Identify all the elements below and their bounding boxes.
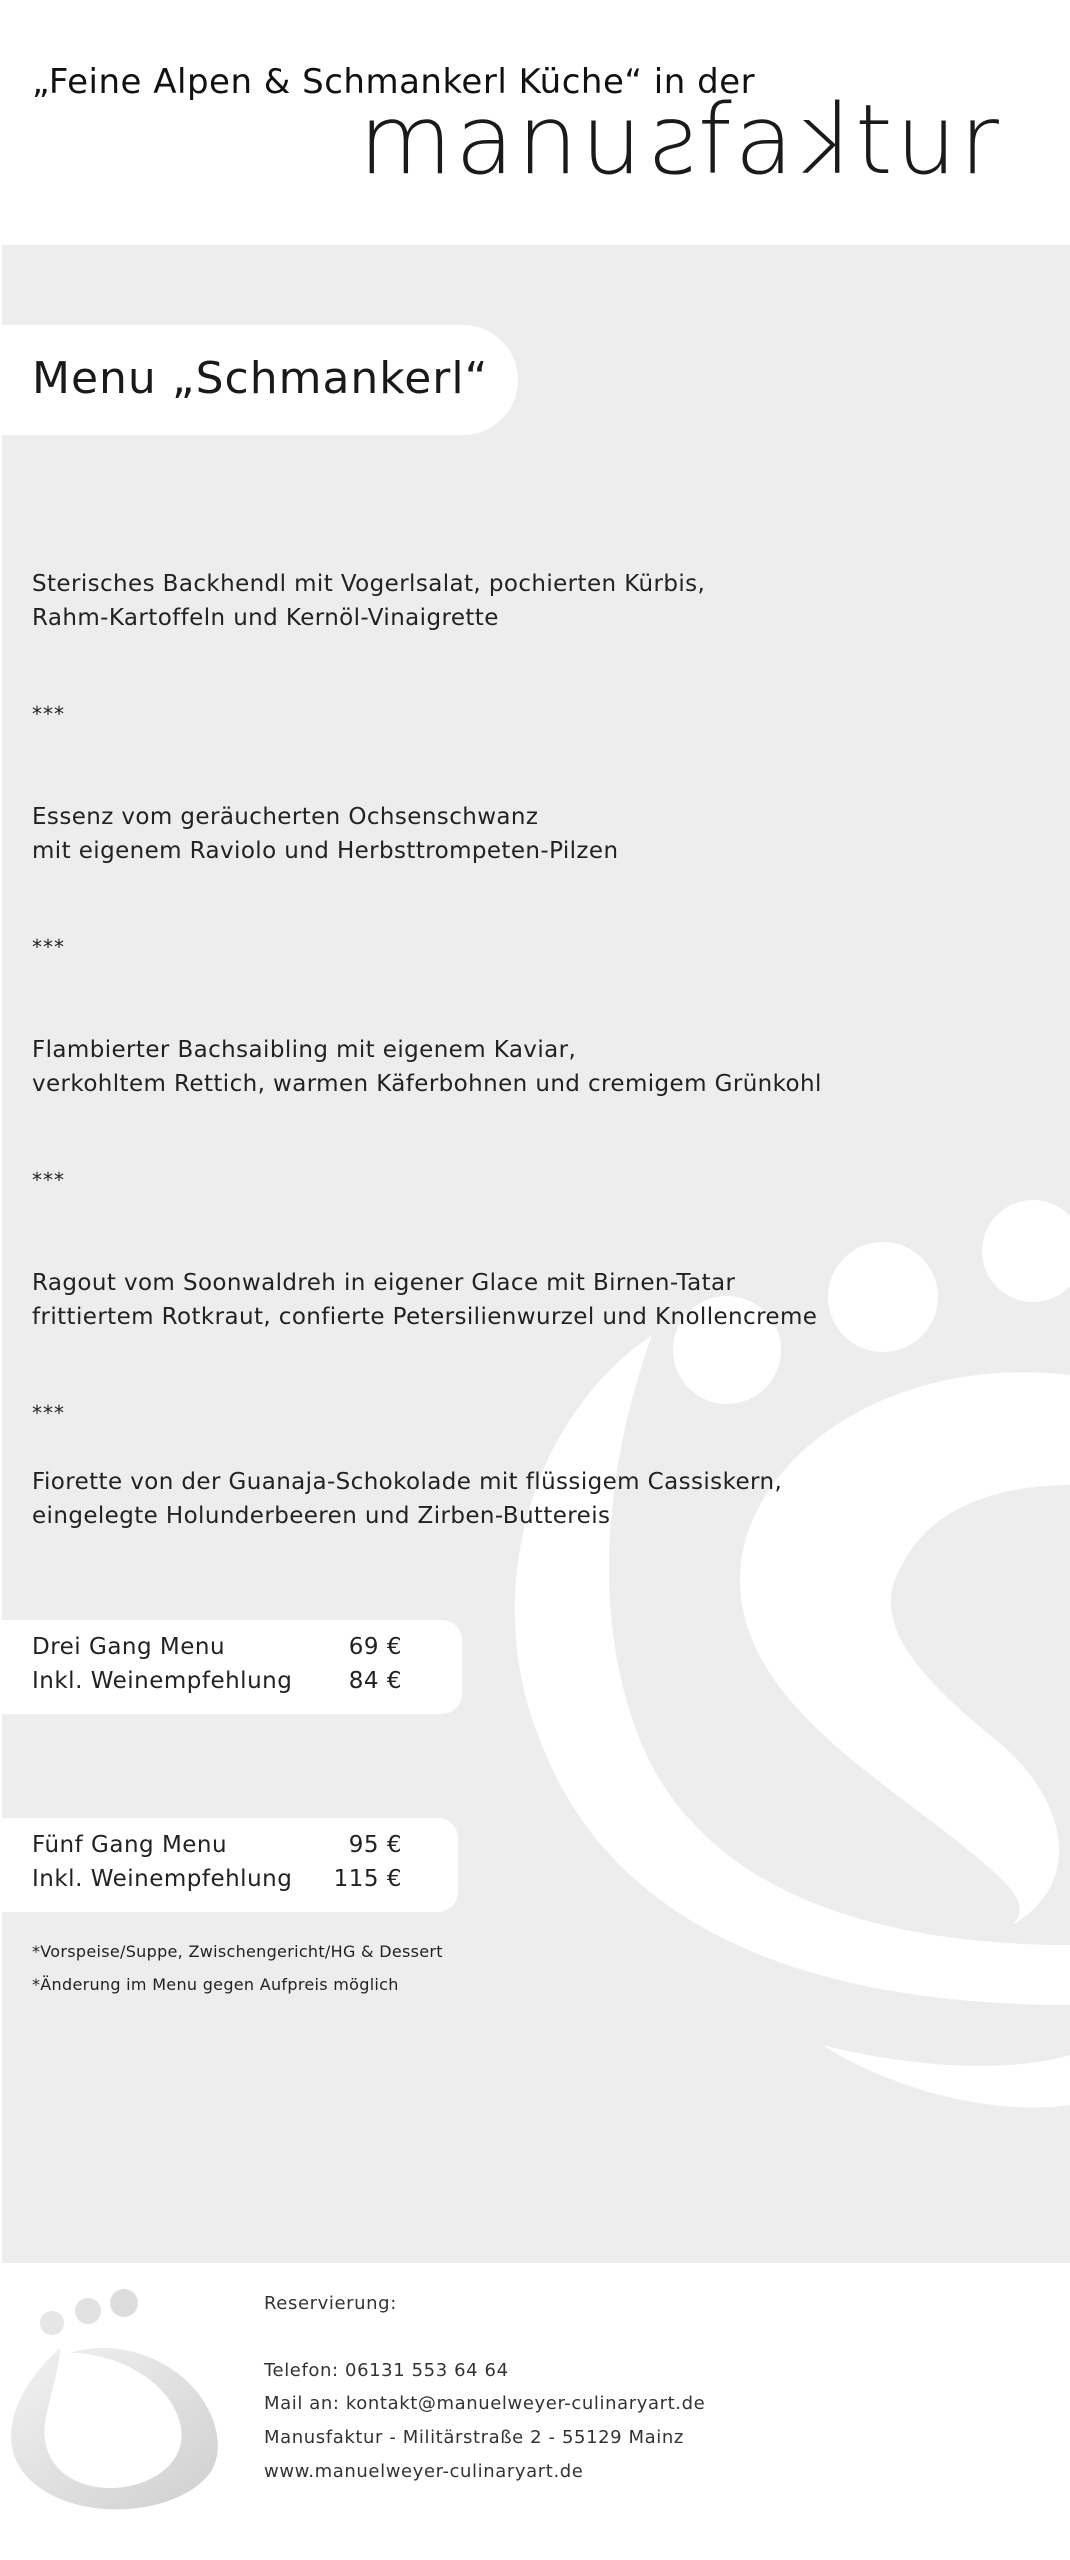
- price-label: Inkl. Weinempfehlung: [32, 1668, 293, 1694]
- course-2: [32, 800, 932, 868]
- menu-title-pill: [2, 325, 518, 435]
- price-value: 115 €: [333, 1866, 402, 1892]
- course-line: Essenz vom geräucherten Ochsenschwanz: [32, 804, 539, 830]
- price-row: [32, 1634, 402, 1660]
- page-footer: [0, 2263, 1070, 2560]
- course-3: [32, 1033, 932, 1101]
- price-row: [32, 1866, 402, 1892]
- course-line: Fiorette von der Guanaja-Schokolade mit flüssigem Cassiskern,: [32, 1469, 783, 1495]
- course-line: eingelegte Holunderbeeren und Zirben-Buttereis: [32, 1503, 611, 1529]
- phone-text: Telefon: 06131 553 64 64: [264, 2360, 509, 2381]
- footnote: *Vorspeise/Suppe, Zwischengericht/HG & Dessert: [32, 1942, 443, 1961]
- course-line: Sterisches Backhendl mit Vogerlsalat, pochierten Kürbis,: [32, 571, 706, 597]
- page-header: [0, 0, 1070, 245]
- price-row: [32, 1668, 402, 1694]
- website-link[interactable]: www.manuelweyer-culinaryart.de: [264, 2461, 584, 2482]
- brand-part-2: s: [644, 84, 698, 196]
- footnote: *Änderung im Menu gegen Aufpreis möglich: [32, 1975, 399, 1994]
- brand-part-1: manu: [358, 84, 645, 196]
- price-label: Fünf Gang Menu: [32, 1832, 228, 1858]
- price-row: [32, 1832, 402, 1858]
- brand-part-5: tur: [855, 84, 1002, 196]
- price-label: Drei Gang Menu: [32, 1634, 226, 1660]
- ampersand-logo-icon: [0, 2283, 230, 2523]
- course-1: [32, 567, 932, 635]
- course-line: mit eigenem Raviolo und Herbsttrompeten-Pilzen: [32, 838, 619, 864]
- price-label: Inkl. Weinempfehlung: [32, 1866, 293, 1892]
- course-separator: ***: [32, 935, 65, 959]
- tagline: „Feine Alpen & Schmankerl Küche“ in der: [32, 62, 756, 102]
- brand-part-3: fa: [697, 84, 797, 196]
- price-box-three-course: [2, 1620, 462, 1714]
- reservation-label: Reservierung:: [264, 2293, 397, 2314]
- price-box-five-course: [2, 1818, 458, 1912]
- course-4: [32, 1266, 932, 1334]
- course-line: Flambierter Bachsaibling mit eigenem Kaviar,: [32, 1037, 577, 1063]
- price-value: 95 €: [348, 1832, 402, 1858]
- course-separator: ***: [32, 1168, 65, 1192]
- course-line: Rahm-Kartoffeln und Kernöl-Vinaigrette: [32, 605, 499, 631]
- menu-title: Menu „Schmankerl“: [32, 353, 489, 404]
- course-5: [32, 1465, 932, 1533]
- mail-link[interactable]: Mail an: kontakt@manuelweyer-culinaryart.de: [264, 2393, 706, 2414]
- course-separator: ***: [32, 1401, 65, 1425]
- course-line: frittiertem Rotkraut, confierte Petersilienwurzel und Knollencreme: [32, 1304, 818, 1330]
- menu-panel: [2, 245, 1070, 2263]
- price-value: 69 €: [348, 1634, 402, 1660]
- price-value: 84 €: [348, 1668, 402, 1694]
- course-line: Ragout vom Soonwaldreh in eigener Glace mit Birnen-Tatar: [32, 1270, 736, 1296]
- brand-logo: [358, 84, 1002, 196]
- brand-part-4: k: [796, 84, 856, 196]
- course-line: verkohltem Rettich, warmen Käferbohnen und cremigem Grünkohl: [32, 1071, 822, 1097]
- course-separator: ***: [32, 702, 65, 726]
- address-text: Manusfaktur - Militärstraße 2 - 55129 Mainz: [264, 2427, 684, 2448]
